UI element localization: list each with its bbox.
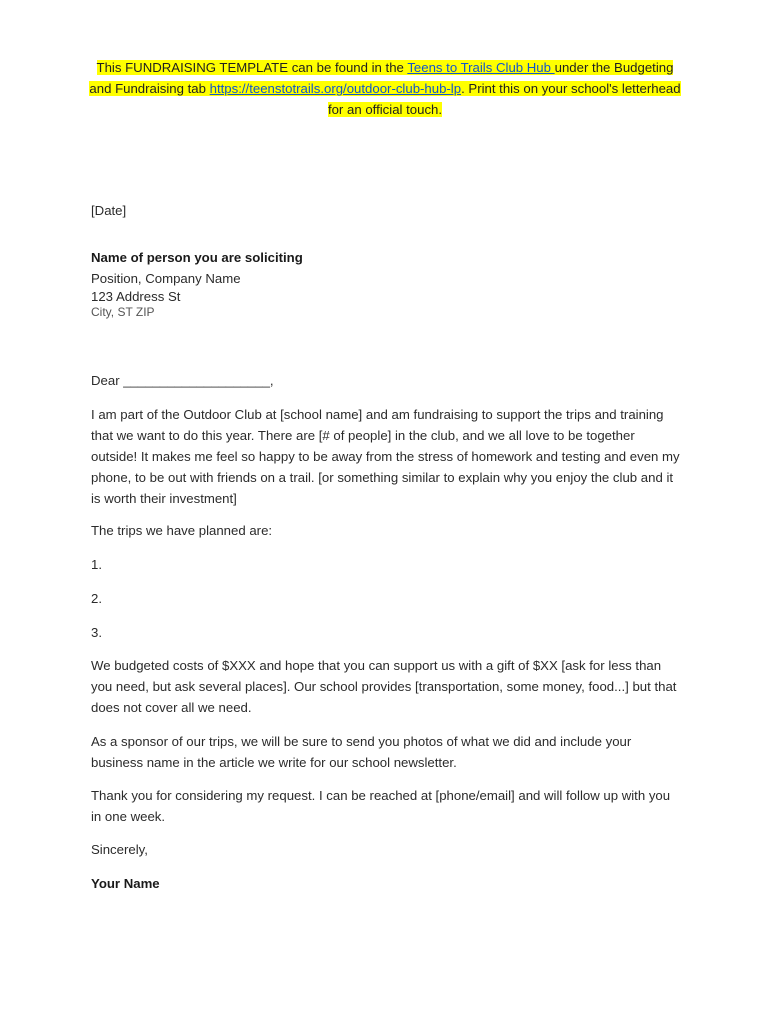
recipient-name: Name of person you are soliciting xyxy=(91,250,303,265)
trip-item: 2. xyxy=(91,591,102,606)
date-placeholder: [Date] xyxy=(91,203,127,218)
thanks-paragraph: Thank you for considering my request. I can be reached at [phone/email] and will follow up with you in one week. xyxy=(91,788,671,824)
intro-paragraph: I am part of the Outdoor Club at [school name] and am fundraising to support the trips and training that we want to do this year. There are [# of people] in the club, and we all love to be together outside! It makes me feel so happy to be away from the stress of homework and testing and even my phone, to be out with friends on a trail. [or something similar to explain why you enjoy the club and it is worth their investment] xyxy=(91,407,680,506)
recipient-city: City, ST ZIP xyxy=(91,305,155,319)
salutation: Dear ____________________, xyxy=(91,373,274,388)
notice-text-start: This FUNDRAISING TEMPLATE can be found in the xyxy=(96,60,408,75)
signature: Your Name xyxy=(91,876,160,891)
notice-text-end: . Print this on your school's letterhead for an official touch. xyxy=(327,81,681,117)
recipient-address: 123 Address St xyxy=(91,289,181,304)
trip-item: 3. xyxy=(91,625,102,640)
trips-heading: The trips we have planned are: xyxy=(91,523,273,538)
trip-item: 1. xyxy=(91,557,102,572)
notice-text-middle: under the Budgeting and Fundraising tab xyxy=(89,60,674,96)
club-hub-url-link[interactable]: https://teenstotrails.org/outdoor-club-hub-lp xyxy=(209,81,462,96)
club-hub-link[interactable]: Teens to Trails Club Hub xyxy=(407,60,555,75)
recipient-position: Position, Company Name xyxy=(91,271,241,286)
closing: Sincerely, xyxy=(91,842,148,857)
sponsor-paragraph: As a sponsor of our trips, we will be sure to send you photos of what we did and include your business name in the article we write for our school newsletter. xyxy=(91,734,632,770)
budget-paragraph: We budgeted costs of $XXX and hope that you can support us with a gift of $XX [ask for less than you need, but ask several places]. Our school provides [transportation, some money, food...] but that does not cover all we need. xyxy=(91,658,677,715)
template-notice xyxy=(86,57,684,120)
